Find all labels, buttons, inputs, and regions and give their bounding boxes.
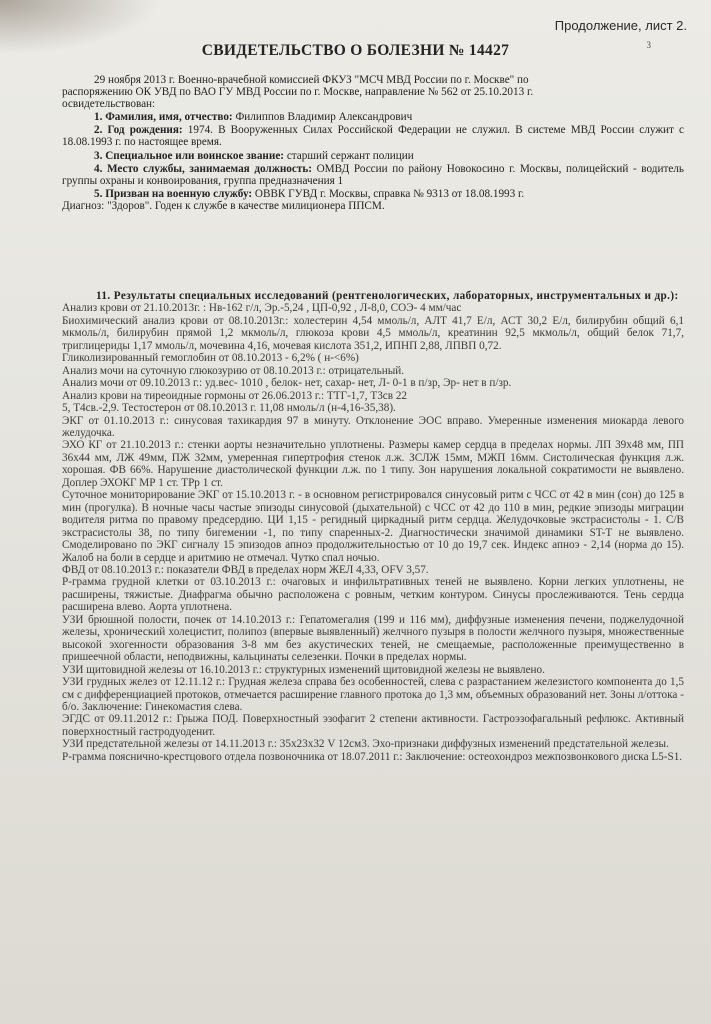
result-spine-xray: Р-грамма пояснично-крестцового отдела позвоночника от 18.07.2011 г.: Заключение: остеохондроз межпозвонкового диска L5-S1. [62, 750, 683, 763]
diagnosis-line: Диагноз: "Здоров". Годен к службе в качестве милиционера ППСМ. [62, 199, 385, 212]
continuation-note: Продолжение, лист 2. [554, 18, 687, 33]
section-value: ОВВК ГУВД г. Москвы, справка № 9313 от 18.08.1993 г. [252, 187, 525, 200]
result-urine-glucose: Анализ мочи на суточную глюкозурию от 08.10.2013 г.: отрицательный. [62, 364, 405, 377]
document-title: СВИДЕТЕЛЬСТВО О БОЛЕЗНИ № 14427 [201, 42, 510, 59]
section-label: 5. Призван на военную службу: [94, 187, 253, 200]
result-prostate-us: УЗИ предстательной железы от 14.11.2013 г.: 35х23х32 V 12см3. Эхо-признаки диффузных изменений предстательной железы. [62, 738, 669, 751]
document-body [62, 74, 684, 763]
results-block [62, 290, 684, 763]
section-label: 3. Специальное или воинское звание: [94, 149, 285, 162]
result-holter: Суточное мониторирование ЭКГ от 15.10.2013 г. - в основном регистрировался синусовый ритм с ЧСС от 42 в мин (сон) до 125 в мин (прогулка). В ночные часы частые эпизоды синусовой (дыхательной) с ЧСС от 42 до 110 в мин, редкие эпизоды миграции водителя ритма по правому предсердию. ЦИ 1,15 - регидный циркадный ритм сердца. Желудочковые экстрасистолы - 1. С/В экстрасистолы 38, по типу бигемении -1, по типу спаренных-2. Диагностически значимой динамики ST-T не выявлено. Смоделировано по ЭКГ сигналу 15 эпизодов апноэ продолжительностью от 10 до 19,7 сек. Индекс апноэ - 2,14 (норма до 15). Жалоб на боли в сердце и аритмию не отмечал. Чутко спал ночью. [62, 489, 684, 564]
page-number: 3 [646, 40, 651, 50]
result-abdomen-us: УЗИ брюшной полости, почек от 14.10.2013 г.: Гепатомегалия (199 и 116 мм), диффузные изменения печени, поджелудочной железы, хронический холецистит, полипоз (впервые выявленный) желчного пузыря в полости желчного пузыря, множественные высокой эхогенности образования 3-8 мм без акустических теней, не смещаемые, расположенные преимущественно в пришеечной области, неподвижны, кальцинаты селезенки. Почки в пределах нормы. [62, 613, 684, 664]
intro-line-3: освидетельствован: [62, 98, 156, 111]
result-hba1c: Гликолизированный гемоглобин от 08.10.2013 - 6,2% ( н-<6%) [62, 352, 359, 365]
section-label: 4. Место службы, занимаемая должность: [94, 162, 312, 175]
result-testosterone: 5, Т4св.-2,9. Тестостерон от 08.10.2013 г. 11,08 нмоль/л (н-4,16-35,38). [62, 402, 396, 415]
result-urine: Анализ мочи от 09.10.2013 г.: уд.вес- 1010 , белок- нет, сахар- нет, Л- 0-1 в п/зр, Эр- нет в п/зр. [62, 377, 512, 390]
section-value: старший сержант полиции [284, 149, 414, 162]
results-heading: 11. Результаты специальных исследований (рентгенологических, лабораторных, инструментальных и др.): [96, 290, 679, 303]
result-thyroid: Анализ крови на тиреоидные гормоны от 26.06.2013 г.: ТТГ-1,7, Т3св 22 [62, 389, 408, 402]
intro-line-1: 29 ноября 2013 г. Военно-врачебной комиссией ФКУЗ "МСЧ МВД России по г. Москве" по [94, 74, 529, 86]
section-value: Филиппов Владимир Александрович [232, 111, 413, 124]
result-breast-us: УЗИ грудных желез от 12.11.12 г.: Грудная железа справа без особенностей, слева с разрастанием железистого компонента до 1,5 см с дифференциацией протоков, отмечается расширение главного протока до 1,3 мм, объемных образований нет. Зоны л/оттока - б/о. Заключение: Гинекомастия слева. [62, 676, 684, 713]
result-blood: Анализ крови от 21.10.2013г. : Нв-162 г/л, Эр.-5,24 , ЦП-0,92 , Л-8,0, СОЭ- 4 мм/час [62, 302, 462, 315]
result-biochem: Биохимический анализ крови от 08.10.2013г.: холестерин 4,54 ммоль/л, АЛТ 41,7 Е/л, АСТ 30,2 Е/л, билирубин общий 6,1 мкмоль/л, билирубин прямой 1,2 мкмоль/л, глюкоза крови 4,5 ммоль/л, креатинин 92,5 мкмоль/л, общий белок 71,7, триглицериды 1,17 ммоль/л, мочевина 4,16, мочевая кислота 351,2, ИПНП 2,88, ЛПВП 0,72. [62, 314, 684, 352]
result-egds: ЭГДС от 09.11.2012 г.: Грыжа ПОД. Поверхностный эзофагит 2 степени активности. Гастроэзофагальный рефлюкс. Активный поверхностный гастродуоденит. [62, 713, 684, 738]
intro-line-2: распоряжению ОК УВД по ВАО ГУ МВД России по г. Москве, направление № 562 от 25.10.2013 г. [62, 86, 534, 99]
result-thyroid-us: УЗИ щитовидной железы от 16.10.2013 г.: структурных изменений щитовидной железы не выявлено. [62, 663, 545, 676]
section-conscription [62, 188, 684, 200]
section-label: 1. Фамилия, имя, отчество: [94, 111, 233, 124]
result-spirometry: ФВД от 08.10.2013 г.: показатели ФВД в пределах норм ЖЕЛ 4,33, OFV 3,57. [62, 564, 429, 576]
result-chest-xray: Р-грамма грудной клетки от 03.10.2013 г.: очаговых и инфильтративных теней не выявлено. Корни легких уплотнены, не расширены, тяжистые. Диафрагма обычно расположена с ровным, четким контуром. Синусы прослеживаются. Тень сердца расширена влево. Аорта уплотнена. [62, 576, 684, 614]
section-rank [62, 150, 684, 162]
section-fio [62, 111, 684, 123]
result-echo: ЭХО КГ от 21.10.2013 г.: стенки аорты незначительно уплотнены. Размеры камер сердца в пределах нормы. ЛП 39х48 мм, ПП 36х44 мм, ЛЖ 49мм, ПЖ 32мм, умеренная гипертрофия стенок л.ж. ЗСЛЖ 15мм, МЖП 16мм. Систолическая функция л.ж. хорошая. ФВ 66%. Нарушение диастолической функции л.ж. по 1 типу. Зон нарушения локальной сократимости не выявлено. Доплер ЭХОКГ МР 1 ст. ТРр 1 ст. [62, 439, 684, 489]
section-value: ОМВД России по району Новокосино г. Москвы, полицейский - водитель группы охраны и конвоирования, группа предназначения 1 [62, 162, 684, 187]
section-value: 1974. В Вооруженных Силах Российской Федерации не служил. В системе МВД России служит с 18.08.1993 г. по настоящее время. [62, 124, 684, 149]
section-service-place [62, 163, 684, 187]
section-birth-year [62, 124, 684, 148]
result-ecg: ЭКГ от 01.10.2013 г.: синусовая тахикардия 97 в минуту. Отклонение ЭОС вправо. Умеренные изменения миокарда левого желудочка. [62, 414, 684, 440]
section-label: 2. Год рождения: [94, 124, 183, 137]
